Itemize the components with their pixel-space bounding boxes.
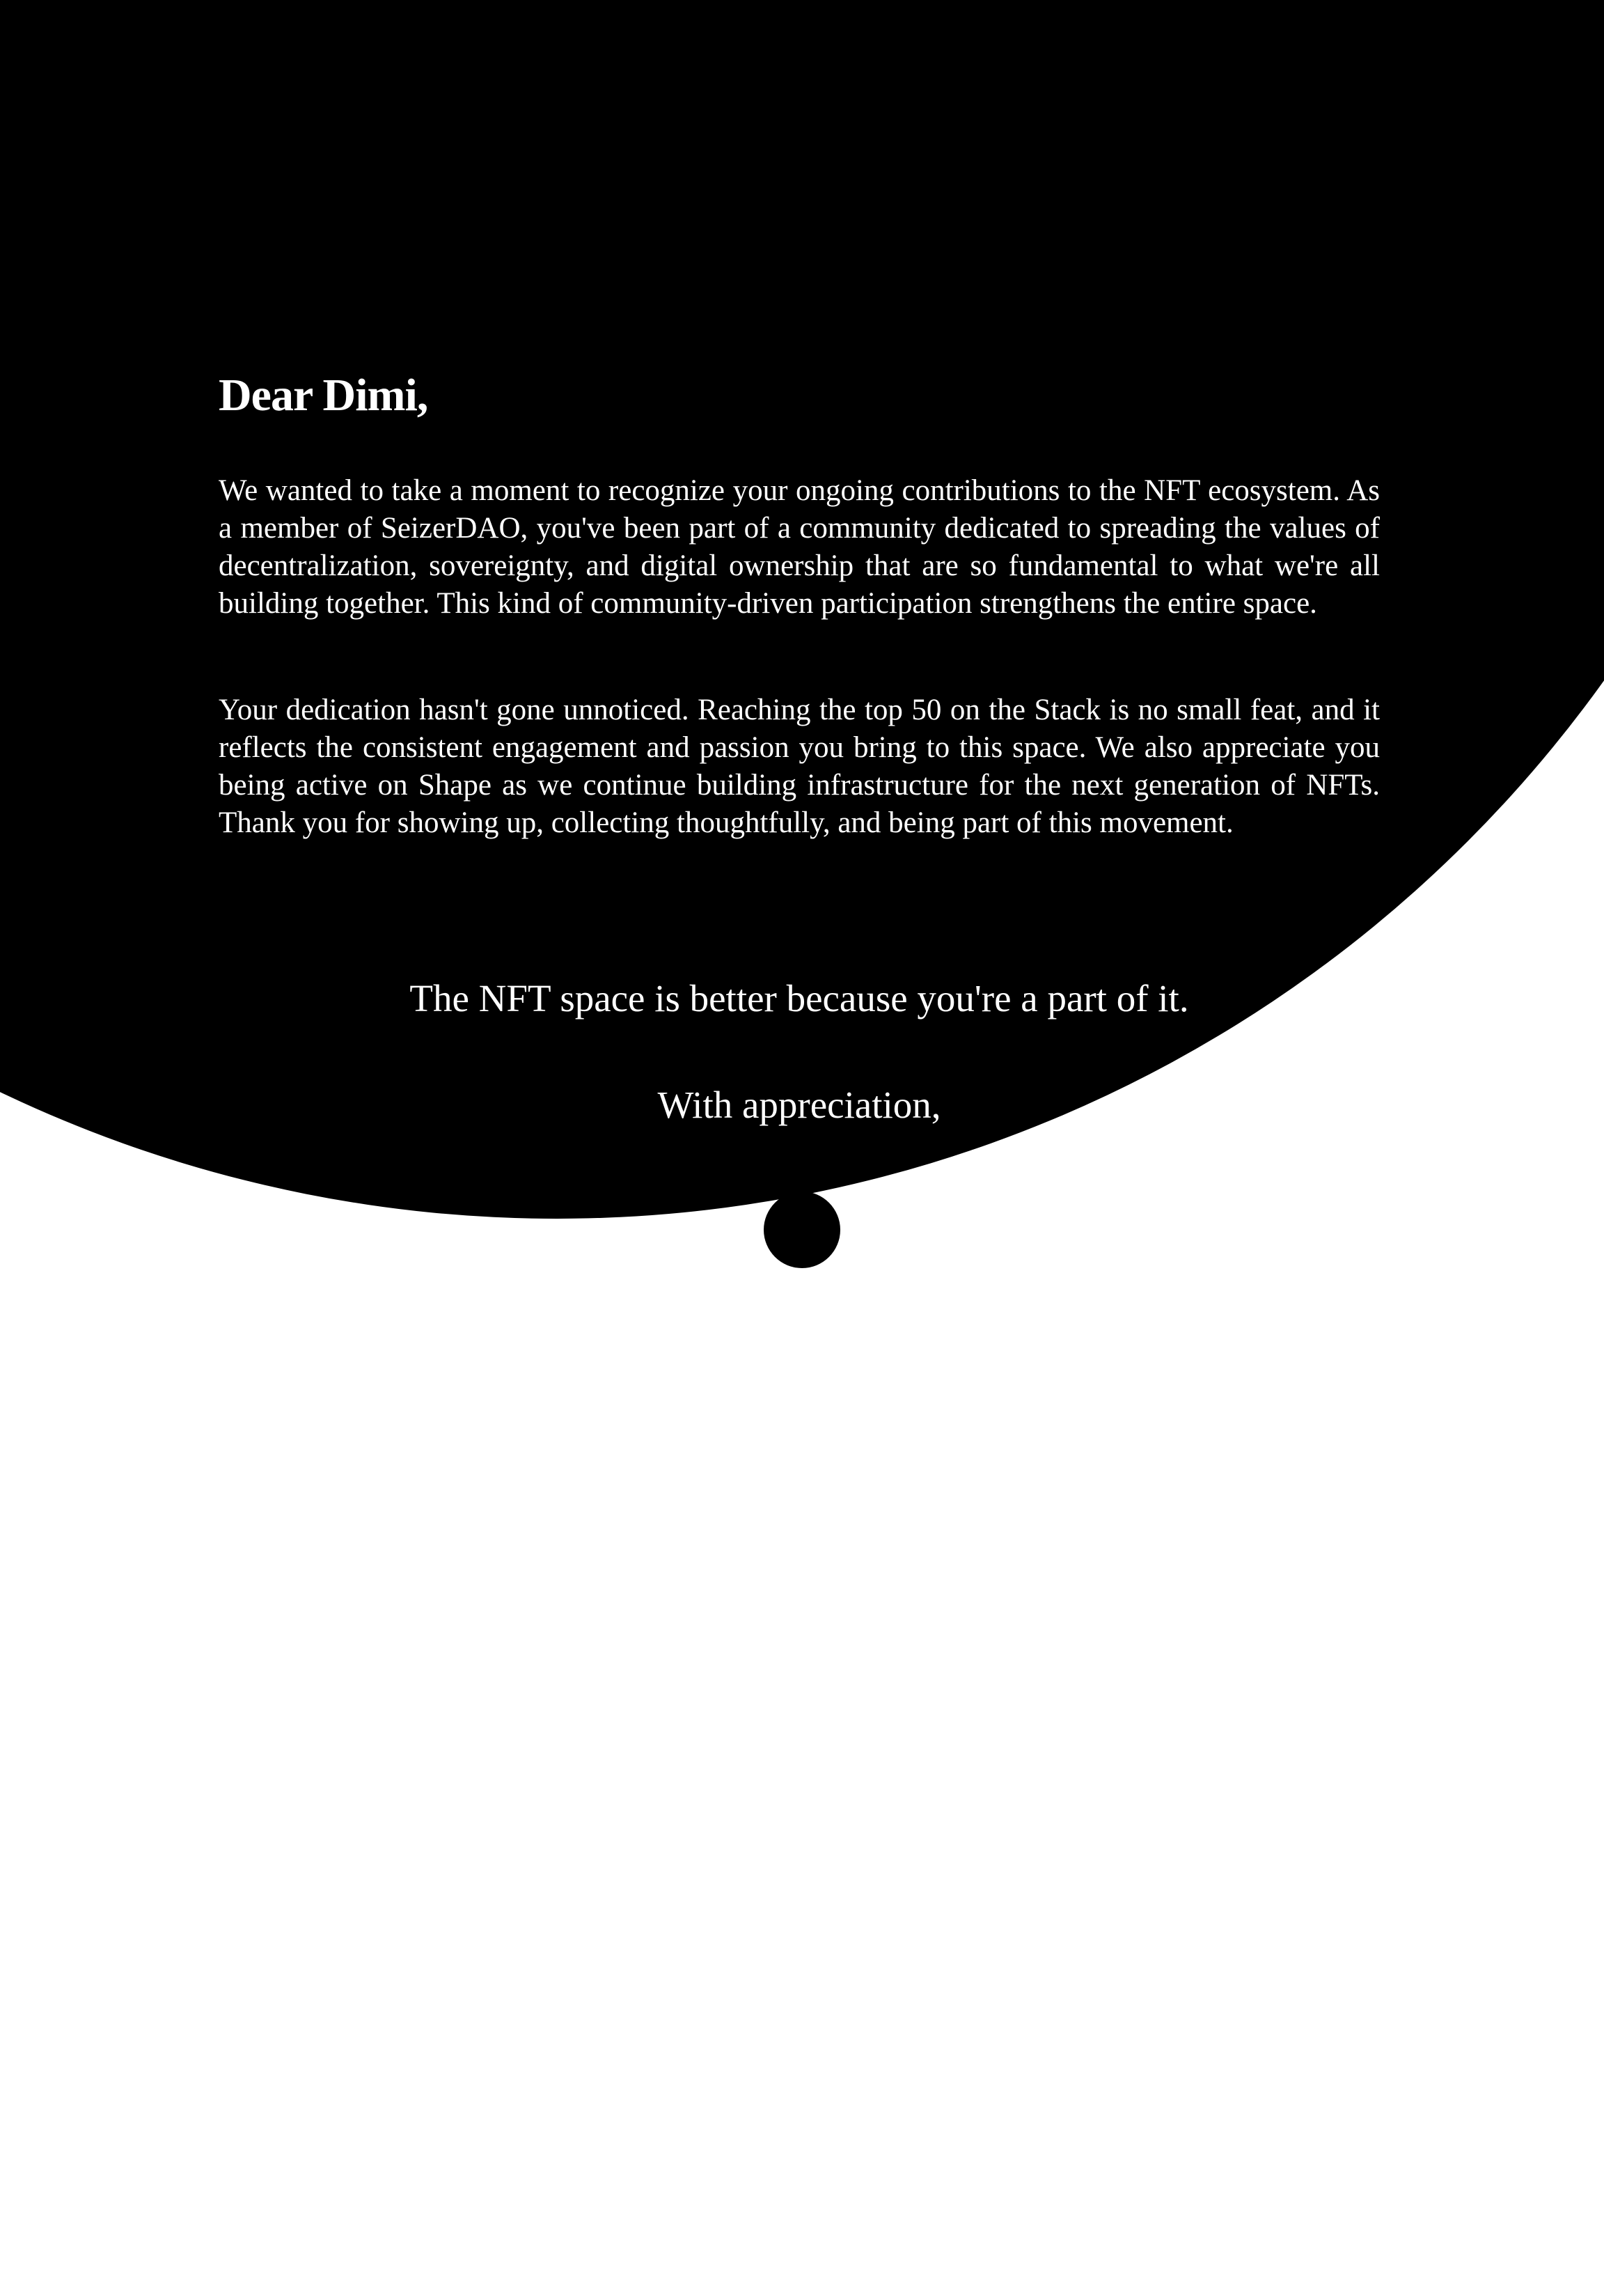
letter-greeting: Dear Dimi, — [219, 370, 428, 421]
letter-paragraph: Your dedication hasn't gone unnoticed. Reaching the top 50 on the Stack is no small feat, and it reflects the consistent engagement and passion you bring to this space. We also appreciate you being active on Shape as we continue building infrastructure for the next generation of NFTs. Thank you for showing up, collecting thoughtfully, and being part of this movement. — [219, 694, 1380, 839]
signature-dot-icon — [764, 1192, 840, 1268]
letter-signoff: With appreciation, — [657, 1084, 941, 1126]
letter-tagline: The NFT space is better because you're a part of it. — [409, 977, 1189, 1020]
letter-paragraph: We wanted to take a moment to recognize your ongoing contributions to the NFT ecosystem. As a member of SeizerDAO, you've been part of a community dedicated to spreading the values of decentralization, sovereignty, and digital ownership that are so fundamental to what we're all building together. This kind of community-driven participation strengthens the entire space. — [219, 474, 1380, 620]
